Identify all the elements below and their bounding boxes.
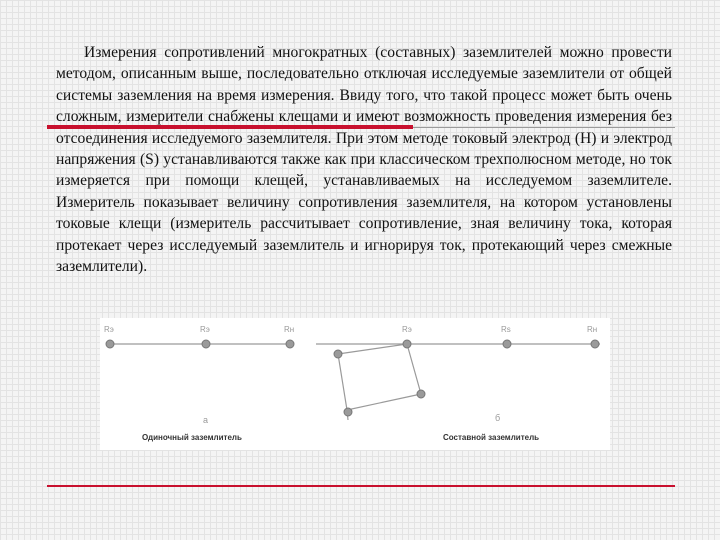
right-point-label-1: Rэ <box>402 325 412 334</box>
loop-node-3 <box>344 408 352 416</box>
grounding-diagram-figure <box>100 318 610 450</box>
left-point-label-3: Rн <box>284 325 295 334</box>
left-letter: а <box>203 415 209 425</box>
loop-node-2 <box>417 390 425 398</box>
left-node-1 <box>106 340 114 348</box>
loop-node-1 <box>334 350 342 358</box>
right-node-1 <box>403 340 411 348</box>
left-node-3 <box>286 340 294 348</box>
left-caption: Одиночный заземлитель <box>142 433 242 442</box>
right-node-3 <box>591 340 599 348</box>
left-point-label-1: Rэ <box>104 325 114 334</box>
right-node-2 <box>503 340 511 348</box>
bottom-red-rule <box>47 485 675 487</box>
left-node-2 <box>202 340 210 348</box>
right-point-label-2: Rs <box>501 325 511 334</box>
red-underline-rule <box>47 125 413 129</box>
left-point-label-2: Rэ <box>200 325 210 334</box>
grounding-diagram <box>100 318 610 450</box>
gray-underline-rule <box>413 127 675 128</box>
compound-electrode-loop <box>338 344 421 410</box>
right-caption: Составной заземлитель <box>443 433 540 442</box>
right-letter: б <box>495 413 501 423</box>
right-point-label-3: Rн <box>587 325 598 334</box>
main-paragraph: Измерения сопротивлений многократных (составных) заземлителей можно провести методом, описанным выше, последовательно отключая исследуемые заземлители от общей системы заземления на время измерения. Ввиду того, что такой процесс может быть очень сложным, измерители снабжены клещами и имеют возможность проведения измерения без отсоединения исследуемого заземлителя. При этом методе токовый электрод (H) и электрод напряжения (S) устанавливаются также как при классическом трехполюсном методе, но ток измеряется при помощи клещей, устанавливаемых на исследуемом заземлителе. Измеритель показывает величину сопротивления заземлителя, на котором установлены токовые клещи (измеритель рассчитывает сопротивление, зная величину тока, которая протекает через исследуемый заземлитель и игнорируя ток, протекающий через смежные заземлители). <box>56 44 672 276</box>
